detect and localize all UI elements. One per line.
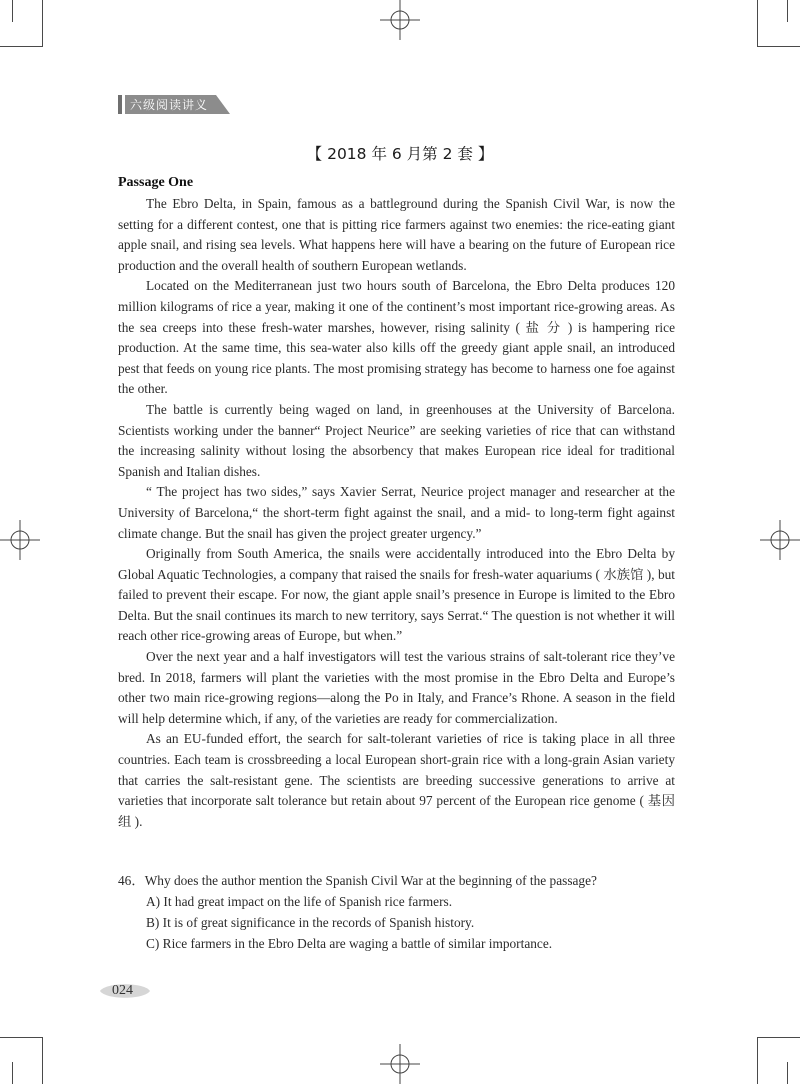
chapter-tag — [118, 95, 230, 114]
registration-mark-icon — [0, 520, 40, 560]
passage-paragraph: The battle is currently being waged on land, in greenhouses at the University of Barcelona. Scientists working under the banner“ Project Neurice” are seeking varieties of rice that can withstand the increasing salinity without losing the absorbency that makes European rice ideal for traditional Spanish and Italian dishes. — [118, 401, 675, 479]
passage-paragraph: As an EU-funded effort, the search for salt-tolerant varieties of rice is taking place in all three countries. Each team is crossbreeding a local European short-grain rice with a long-grain Asian variety that carries the salt-resistant gene. The scientists are breeding successive generations to arrive at varieties that incorporate salt tolerance but retain about 97 percent of the European rice genome ( 基因组 ). — [118, 731, 675, 829]
crop-mark — [42, 1037, 43, 1084]
registration-mark-icon — [380, 1044, 420, 1084]
passage-paragraph: “ The project has two sides,” says Xavier Serrat, Neurice project manager and researcher at the University of Barcelona,“ the short-term fight against the snail, and a mid- to long-term fight against climate change. But the snail has given the project greater urgency.” — [118, 484, 675, 541]
passage-paragraph: Originally from South America, the snails were accidentally introduced into the Ebro Delta by Global Aquatic Technologies, a company that raised the snails for fresh-water aquariums ( 水族馆 ), but failed to prevent their escape. For now, the giant apple snail’s presence in Europe is limited to the Ebro Delta. But the snail continues its march to new territory, says Serrat.“ The question is not whether it will reach other rice-growing areas of Europe, but when.” — [118, 546, 675, 644]
crop-mark — [12, 0, 13, 22]
crop-mark — [42, 0, 43, 47]
crop-mark — [757, 0, 758, 47]
crop-mark — [787, 0, 788, 22]
registration-mark-icon — [760, 520, 800, 560]
question-option-c: C) Rice farmers in the Ebro Delta are waging a battle of similar importance. — [146, 936, 553, 951]
question-option-a: A) It had great impact on the life of Spanish rice farmers. — [146, 894, 453, 909]
question-stem: 46．Why does the author mention the Spanish Civil War at the beginning of the passage? — [118, 873, 597, 888]
crop-mark — [787, 1062, 788, 1084]
registration-mark-icon — [380, 0, 420, 40]
crop-mark — [757, 46, 800, 47]
passage-paragraph: Located on the Mediterranean just two hours south of Barcelona, the Ebro Delta produces 120 million kilograms of rice a year, making it one of the continent’s most important rice-growing areas. As the sea creeps into these fresh-water marshes, however, rising salinity ( 盐 分 ) is hampering rice production. At the same time, this sea-water also kills off the greedy giant apple snail, an introduced pest that feeds on young rice plants. The most promising strategy has become to harness one foe against the other. — [118, 278, 675, 397]
section-title: 【 2018 年 6 月第 2 套 】 — [306, 145, 494, 163]
crop-mark — [0, 46, 43, 47]
crop-mark — [757, 1037, 758, 1084]
crop-mark — [12, 1062, 13, 1084]
crop-mark — [0, 1037, 43, 1038]
passage-heading: Passage One — [118, 175, 194, 190]
chapter-tag-label: 六级阅读讲义 — [130, 98, 209, 112]
question-46 — [118, 870, 675, 954]
passage-paragraph: The Ebro Delta, in Spain, famous as a battleground during the Spanish Civil War, is now the setting for a different contest, one that is pitting rice farmers against two enemies: the rice-eating giant apple snail, and rising sea levels. What happens here will have a bearing on the future of European rice production and the overall health of southern European wetlands. — [118, 196, 675, 273]
passage-body — [118, 194, 675, 832]
crop-mark — [757, 1037, 800, 1038]
passage-paragraph: Over the next year and a half investigators will test the various strains of salt-tolerant rice they’ve bred. In 2018, farmers will plant the varieties with the most promise in the Ebro Delta and Europe’s other two main rice-growing regions—along the Po in Italy, and France’s Rhone. A season in the field will help determine which, if any, of the varieties are ready for commercialization. — [118, 649, 675, 726]
question-option-b: B) It is of great significance in the records of Spanish history. — [146, 915, 475, 930]
page-number — [100, 980, 150, 1002]
page-number-label: 024 — [112, 983, 133, 998]
